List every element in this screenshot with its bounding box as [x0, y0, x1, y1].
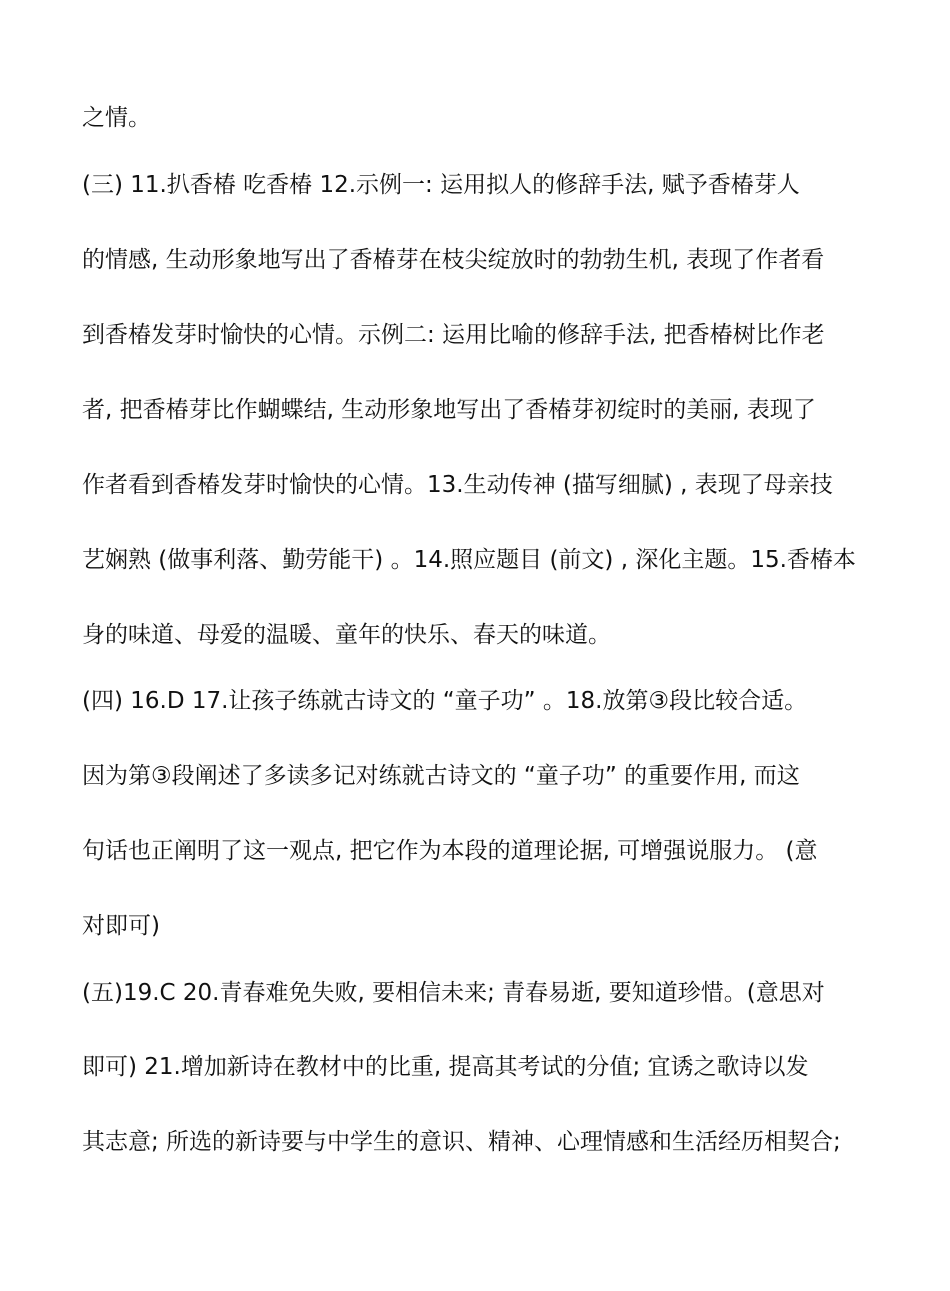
text-line-15: 其志意; 所选的新诗要与中学生的意识、精神、心理情感和生活经历相契合;	[82, 1129, 841, 1155]
text-line-13: (五)19.C 20.青春难免失败, 要相信未来; 青春易逝, 要知道珍惜。(意思对	[82, 980, 825, 1006]
text-line-12: 对即可)	[82, 913, 160, 939]
text-line-1: 之情。	[82, 105, 151, 131]
text-line-5: 者, 把香椿芽比作蝴蝶结, 生动形象地写出了香椿芽初绽时的美丽, 表现了	[82, 397, 816, 423]
text-line-3: 的情感, 生动形象地写出了香椿芽在枝尖绽放时的勃勃生机, 表现了作者看	[82, 247, 825, 273]
text-line-2: (三) 11.扒香椿 吃香椿 12.示例一: 运用拟人的修辞手法, 赋予香椿芽人	[82, 172, 800, 198]
text-line-11: 句话也正阐明了这一观点, 把它作为本段的道理论据, 可增强说服力。 (意	[82, 838, 818, 864]
text-line-14: 即可) 21.增加新诗在教材中的比重, 提高其考试的分值; 宜诱之歌诗以发	[82, 1054, 809, 1080]
text-line-9: (四) 16.D 17.让孩子练就古诗文的 “童子功” 。18.放第③段比较合适。	[82, 688, 808, 714]
text-line-10: 因为第③段阐述了多读多记对练就古诗文的 “童子功” 的重要作用, 而这	[82, 763, 800, 789]
text-line-6: 作者看到香椿发芽时愉快的心情。13.生动传神 (描写细腻) , 表现了母亲技	[82, 472, 833, 498]
text-line-8: 身的味道、母爱的温暖、童年的快乐、春天的味道。	[82, 622, 611, 648]
text-line-4: 到香椿发芽时愉快的心情。示例二: 运用比喻的修辞手法, 把香椿树比作老	[82, 322, 825, 348]
text-line-7: 艺娴熟 (做事利落、勤劳能干) 。14.照应题目 (前文) , 深化主题。15.香椿本	[82, 547, 856, 573]
